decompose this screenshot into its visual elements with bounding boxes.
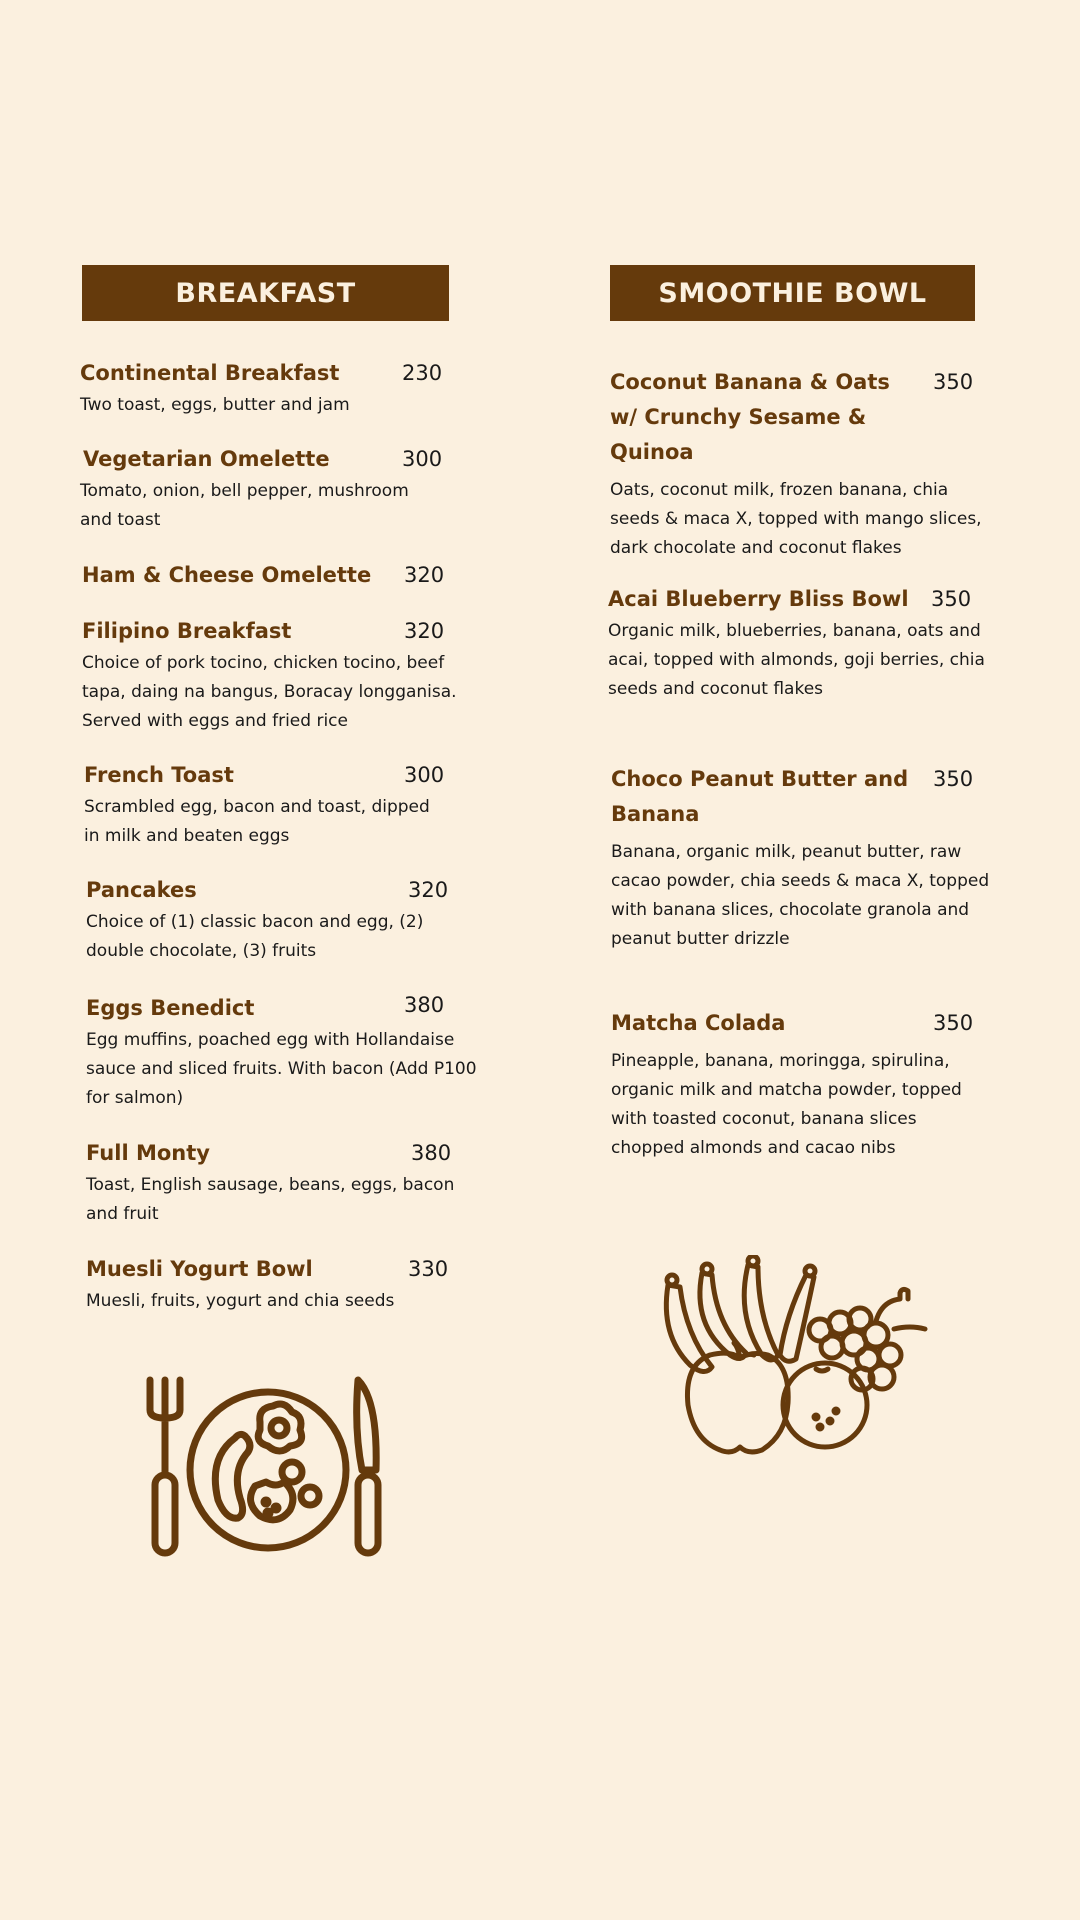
breakfast-item-full-monty [86,1136,476,1229]
item-price: 380 [411,1141,452,1165]
item-description: Pineapple, banana, moringga, spirulina, organic milk and matcha powder, topped with toasted coconut, banana slices chopped almonds and cacao nibs [611,1051,962,1158]
breakfast-item-ham-cheese-omelette [82,558,472,593]
item-price: 350 [933,370,974,394]
item-name: Ham & Cheese Omelette [82,563,372,587]
breakfast-item-continental [80,356,470,420]
item-name: Continental Breakfast [80,361,340,385]
item-name: Filipino Breakfast [82,619,292,643]
item-description: Tomato, onion, bell pepper, mushroom and toast [80,481,409,530]
item-price: 320 [404,563,445,587]
item-name: Matcha Colada [611,1011,786,1035]
item-description: Two toast, eggs, butter and jam [80,395,350,415]
item-name: Muesli Yogurt Bowl [86,1257,313,1281]
item-description: Banana, organic milk, peanut butter, raw cacao powder, chia seeds & maca X, topped with banana slices, chocolate granola and peanut butter drizzle [611,842,990,949]
item-description: Choice of pork tocino, chicken tocino, beef tapa, daing na bangus, Boracay longganisa. Served with eggs and fried rice [82,653,457,731]
item-price: 350 [933,1011,974,1035]
item-price: 350 [931,587,972,611]
smoothie-heading: SMOOTHIE BOWL [610,265,975,321]
item-price: 320 [408,878,449,902]
item-description: Organic milk, blueberries, banana, oats and acai, topped with almonds, goji berries, chia seeds and coconut flakes [608,621,985,699]
item-name: Acai Blueberry Bliss Bowl [608,587,909,611]
item-price: 230 [402,361,443,385]
item-price: 320 [404,619,445,643]
smoothie-item-matcha-colada [611,1006,991,1163]
breakfast-item-vegetarian-omelette [80,442,470,535]
breakfast-item-french-toast [84,758,474,851]
item-description: Choice of (1) classic bacon and egg, (2) double chocolate, (3) fruits [86,912,424,961]
item-description: Muesli, fruits, yogurt and chia seeds [86,1291,395,1311]
breakfast-item-filipino [82,614,472,736]
item-description: Oats, coconut milk, frozen banana, chia seeds & maca X, topped with mango slices, dark chocolate and coconut flakes [610,480,982,558]
item-description: Toast, English sausage, beans, eggs, bacon and fruit [86,1175,455,1224]
item-description: Scrambled egg, bacon and toast, dipped in milk and beaten eggs [84,797,430,846]
breakfast-heading: BREAKFAST [82,265,449,321]
item-name: Choco Peanut Butter and Banana [611,767,909,826]
fruits-icon [650,1255,940,1455]
smoothie-item-acai-blueberry [608,582,993,704]
item-name: Pancakes [86,878,197,902]
smoothie-item-coconut-banana-oats [610,365,990,563]
item-price: 300 [404,763,445,787]
item-name: Eggs Benedict [86,996,255,1020]
breakfast-item-muesli-yogurt-bowl [86,1252,476,1316]
item-description: Egg muffins, poached egg with Hollandaise sauce and sliced fruits. With bacon (Add P100 for salmon) [86,1030,477,1108]
item-name: Coconut Banana & Oats w/ Crunchy Sesame & Quinoa [610,370,890,464]
item-name: Vegetarian Omelette [83,447,330,471]
item-price: 380 [404,993,445,1017]
breakfast-item-pancakes [86,873,476,966]
smoothie-item-choco-peanut-butter [611,762,991,954]
breakfast-item-eggs-benedict [86,991,476,1113]
item-name: Full Monty [86,1141,210,1165]
item-price: 350 [933,767,974,791]
breakfast-plate-icon [140,1370,390,1560]
item-name: French Toast [84,763,234,787]
item-price: 330 [408,1257,449,1281]
item-price: 300 [402,447,443,471]
